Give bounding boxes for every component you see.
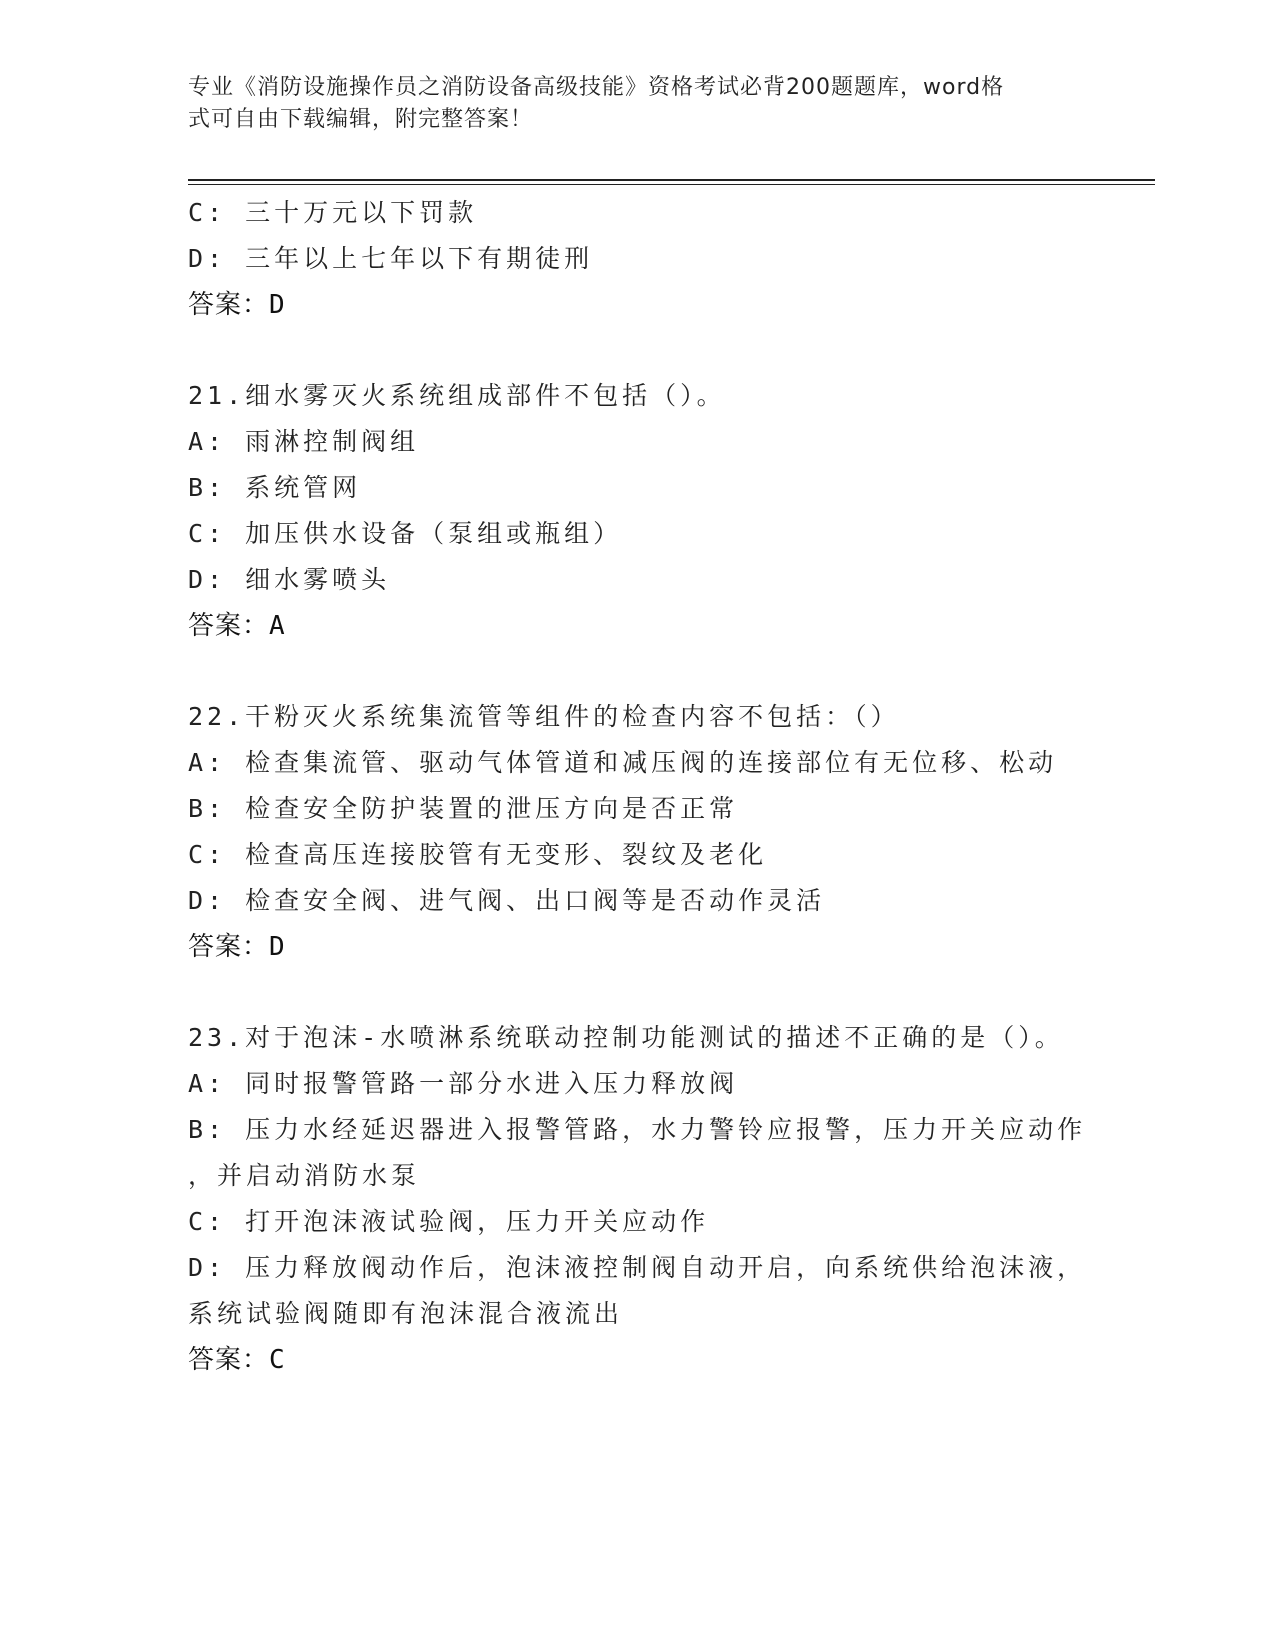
question-text: 22.干粉灭火系统集流管等组件的检查内容不包括：（） <box>188 702 900 731</box>
document-header <box>188 72 1088 136</box>
question-text: 21.细水雾灭火系统组成部件不包括（）。 <box>188 381 726 410</box>
answer-value: D <box>269 290 286 320</box>
option-d: D: 压力释放阀动作后，泡沫液控制阀自动开启，向系统供给泡沫液， <box>188 1253 1087 1282</box>
answer-value: A <box>269 611 286 641</box>
question-text: 23.对于泡沫-水喷淋系统联动控制功能测试的描述不正确的是（）。 <box>188 1023 1064 1052</box>
option-b: B: 检查安全防护装置的泄压方向是否正常 <box>188 794 739 823</box>
option-a: A: 检查集流管、驱动气体管道和减压阀的连接部位有无位移、松动 <box>188 748 1058 777</box>
header-divider-thin <box>188 184 1155 185</box>
option-d: D: 检查安全阀、进气阀、出口阀等是否动作灵活 <box>188 886 826 915</box>
header-divider-thick <box>188 179 1155 181</box>
option-a: A: 雨淋控制阀组 <box>188 427 420 456</box>
question-block-23 <box>188 1015 1088 1383</box>
question-list <box>188 190 1088 1383</box>
answer-label: 答案： <box>188 290 270 320</box>
option-c: C: 三十万元以下罚款 <box>188 198 478 227</box>
question-block-21 <box>188 373 1088 649</box>
option-b-continued: ，并启动消防水泵 <box>188 1161 421 1190</box>
answer-line <box>188 603 1088 649</box>
answer-line <box>188 282 1088 328</box>
option-c: C: 检查高压连接胶管有无变形、裂纹及老化 <box>188 840 768 869</box>
answer-label: 答案： <box>188 611 270 641</box>
option-c: C: 打开泡沫液试验阀，压力开关应动作 <box>188 1207 710 1236</box>
option-b: B: 压力水经延迟器进入报警管路，水力警铃应报警，压力开关应动作 <box>188 1115 1087 1144</box>
answer-line <box>188 924 1088 970</box>
question-block-22 <box>188 694 1088 970</box>
answer-value: D <box>269 932 286 962</box>
option-b: B: 系统管网 <box>188 473 362 502</box>
header-line-2: 式可自由下载编辑，附完整答案！ <box>188 107 534 132</box>
option-d: D: 三年以上七年以下有期徒刑 <box>188 244 594 273</box>
answer-label: 答案： <box>188 932 270 962</box>
header-line-1: 专业《消防设施操作员之消防设备高级技能》资格考试必背200题题库，word格 <box>188 75 1005 100</box>
option-a: A: 同时报警管路一部分水进入压力释放阀 <box>188 1069 739 1098</box>
option-d: D: 细水雾喷头 <box>188 565 391 594</box>
answer-label: 答案： <box>188 1345 270 1375</box>
option-c: C: 加压供水设备（泵组或瓶组） <box>188 519 623 548</box>
answer-line <box>188 1337 1088 1383</box>
answer-value: C <box>269 1345 286 1375</box>
question-block-prev <box>188 190 1088 328</box>
option-d-continued: 系统试验阀随即有泡沫混合液流出 <box>188 1299 624 1328</box>
